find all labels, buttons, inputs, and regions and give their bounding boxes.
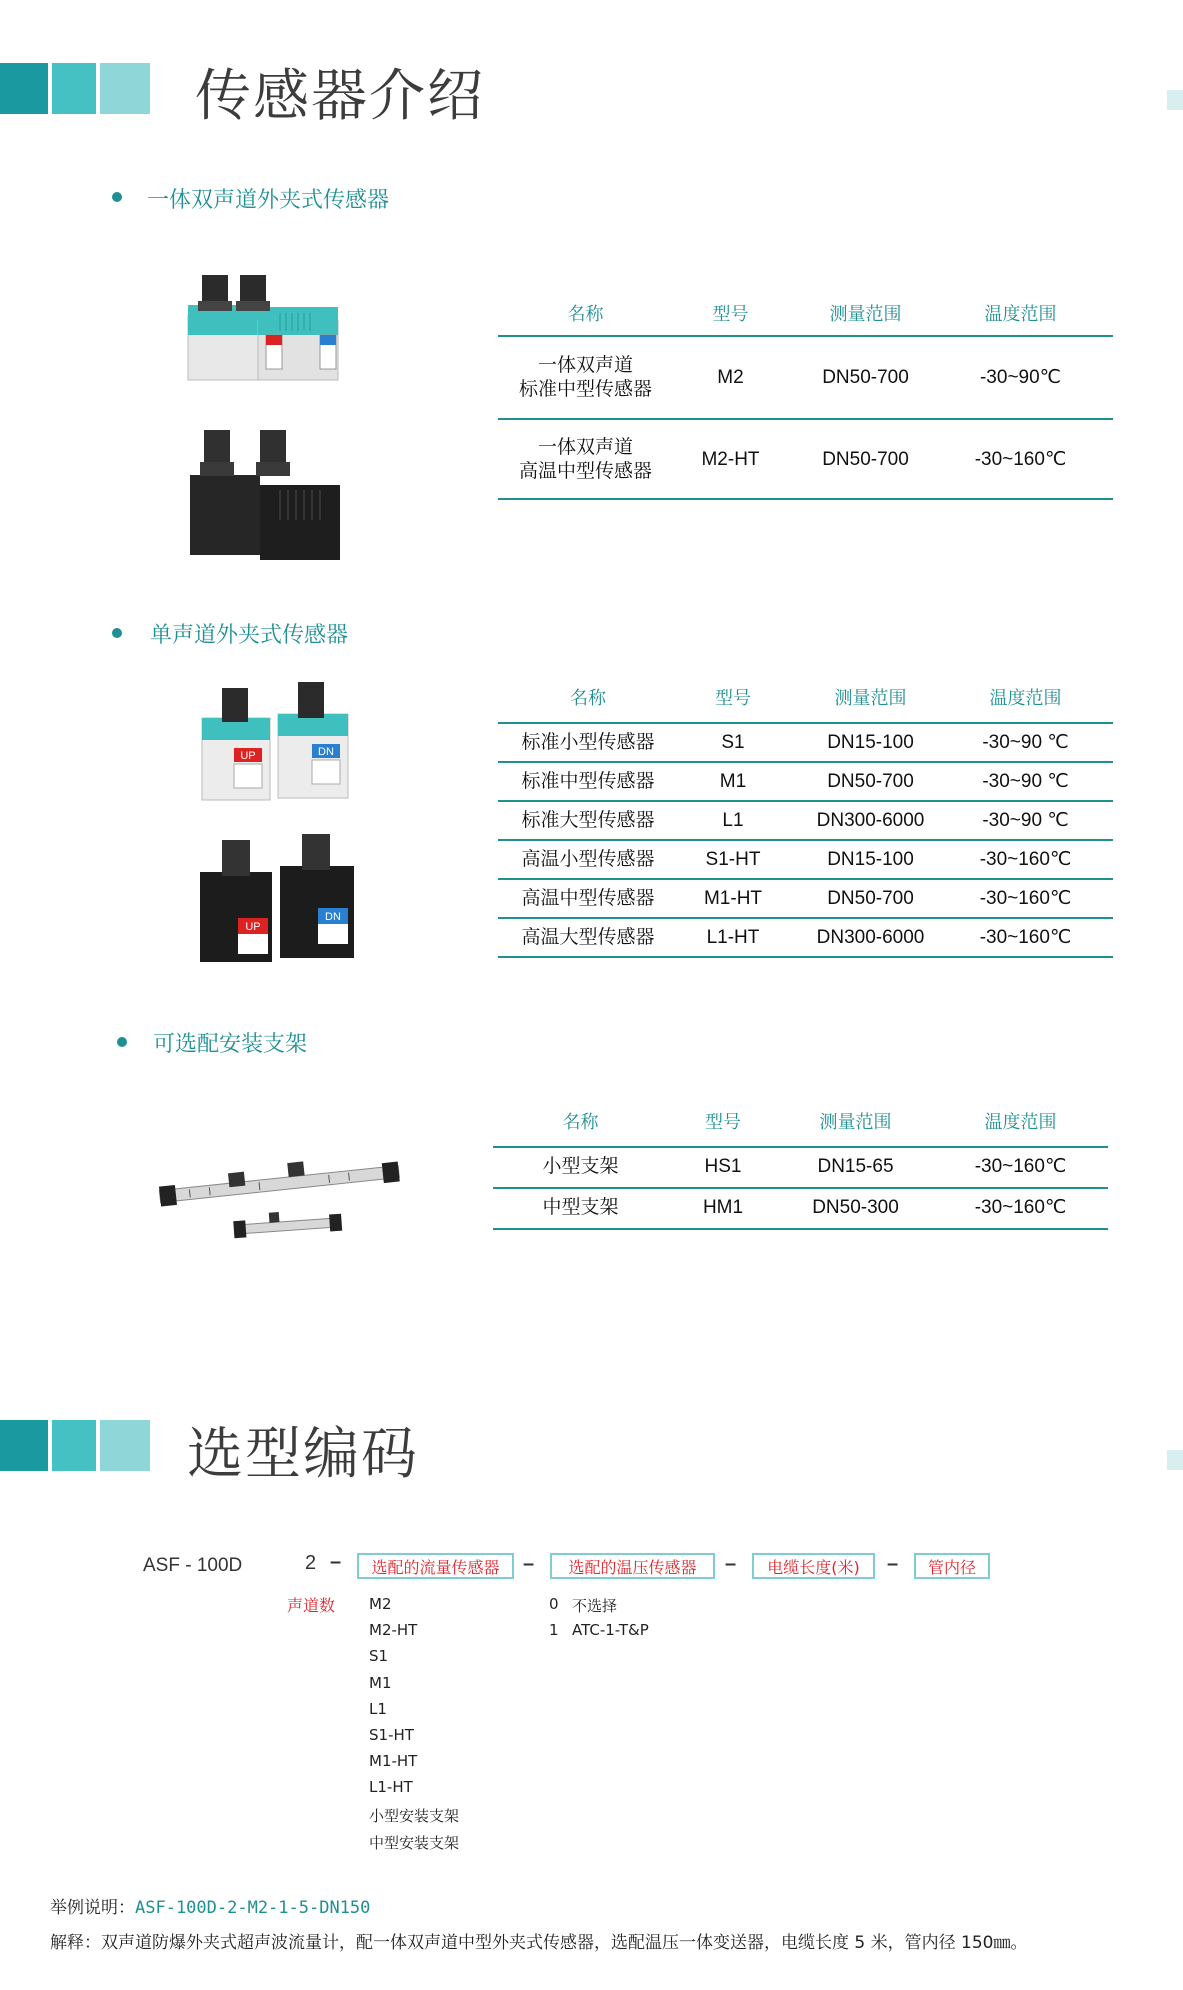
cell-model: S1-HT (705, 848, 761, 870)
cell-name: 中型支架 (542, 1197, 619, 1219)
bullet-dot (112, 192, 122, 202)
cell-name-line2: 高温中型传感器 (518, 460, 652, 482)
section-title-sensors: 传感器介绍 (195, 64, 485, 129)
code-box-cable-length: 电缆长度(米) (752, 1553, 875, 1579)
code-box-temp-sensor: 选配的温压传感器 (550, 1553, 715, 1579)
cell-model: M2-HT (701, 448, 760, 470)
list-item: S1 (369, 1647, 389, 1665)
dual-sensor-standard-image (180, 265, 350, 395)
table-row (498, 841, 1113, 878)
cell-temp: -30~160℃ (974, 448, 1067, 470)
table-row (498, 802, 1113, 839)
cell-range: DN15-100 (827, 848, 914, 870)
table-rule (498, 498, 1113, 500)
dual-sensor-hightemp-image (180, 420, 350, 570)
cell-model: S1 (721, 731, 745, 753)
cell-model: M1 (719, 770, 747, 792)
single-sensor-hightemp-image (196, 830, 366, 970)
table-rule (493, 1228, 1108, 1230)
option-code: 1 (549, 1621, 559, 1639)
cell-range: DN300-6000 (816, 926, 925, 948)
channels-label: 声道数 (287, 1596, 336, 1615)
cell-name: 高温大型传感器 (521, 926, 655, 948)
table-rule (498, 335, 1113, 337)
table-row (493, 1189, 1108, 1227)
up-label: UP (240, 750, 256, 762)
subsection-title-bracket: 可选配安装支架 (153, 1032, 308, 1057)
list-item: M2 (369, 1595, 392, 1613)
list-item: 小型安装支架 (369, 1807, 460, 1825)
code-prefix: ASF - 100D (143, 1555, 243, 1576)
col-header-name: 名称 (570, 687, 606, 709)
option-code: 0 (549, 1595, 559, 1613)
col-header-model: 型号 (705, 1111, 741, 1133)
cell-model: HS1 (704, 1156, 742, 1178)
cell-model: L1-HT (706, 926, 760, 948)
code-dash: – (330, 1551, 342, 1573)
table-rule (498, 956, 1113, 958)
col-header-temp: 温度范围 (984, 1111, 1057, 1133)
example-explanation: 解释：双声道防爆外夹式超声波流量计，配一体双声道中型外夹式传感器，选配温压一体变送器，电缆长度 5 米，管内径 150㎜。 (50, 1933, 1028, 1953)
table-row (498, 880, 1113, 917)
cell-temp: -30~90 ℃ (982, 731, 1069, 753)
bullet-dot (112, 628, 122, 638)
bullet-dot (117, 1037, 127, 1047)
decor-square (1167, 1450, 1183, 1470)
col-header-range: 测量范围 (829, 303, 902, 325)
col-header-temp: 温度范围 (984, 303, 1057, 325)
dn-label: DN (318, 746, 334, 758)
cell-name: 标准小型传感器 (521, 731, 655, 753)
code-channels: 2 (305, 1552, 317, 1574)
col-header-name: 名称 (562, 1111, 599, 1133)
cell-range: DN50-700 (827, 887, 914, 909)
example-code: ASF-100D-2-M2-1-5-DN150 (135, 1898, 371, 1918)
cell-name (498, 354, 673, 402)
cell-name: 小型支架 (542, 1156, 619, 1178)
table-header (498, 684, 1113, 714)
table-row (498, 763, 1113, 800)
cell-model: M2 (717, 366, 744, 388)
table-row (493, 1148, 1108, 1186)
subsection-title-dual: 一体双声道外夹式传感器 (147, 188, 390, 213)
table-header (498, 300, 1113, 330)
code-dash: – (725, 1553, 737, 1575)
header-bar-mid (52, 1420, 96, 1471)
single-sensor-table (498, 684, 1113, 954)
col-header-name: 名称 (567, 303, 604, 325)
cell-temp: -30~160℃ (979, 926, 1072, 948)
header-bar-light (100, 1420, 150, 1471)
cell-temp: -30~160℃ (979, 848, 1072, 870)
col-header-range: 测量范围 (834, 687, 907, 709)
dual-sensor-table (498, 290, 1113, 500)
cell-temp: -30~160℃ (979, 887, 1072, 909)
bracket-table (493, 1108, 1108, 1233)
table-row (498, 919, 1113, 956)
dn-label: DN (325, 911, 341, 923)
cell-name: 标准大型传感器 (521, 809, 655, 831)
option-label: ATC-1-T&P (572, 1621, 649, 1639)
list-item: L1-HT (369, 1778, 413, 1796)
cell-temp: -30~90℃ (979, 366, 1062, 388)
example-line (50, 1893, 370, 1918)
cell-name-line2: 标准中型传感器 (518, 378, 652, 400)
code-dash: – (887, 1553, 899, 1575)
bracket-image (150, 1150, 410, 1250)
list-item: M2-HT (369, 1621, 418, 1639)
table-row (498, 724, 1113, 761)
cell-name: 标准中型传感器 (521, 770, 655, 792)
table-row (498, 422, 1113, 497)
list-item: 中型安装支架 (369, 1834, 460, 1852)
header-bar-light (100, 63, 150, 114)
header-bar-dark (0, 1420, 48, 1471)
up-label: UP (245, 921, 261, 933)
code-box-pipe-diameter: 管内径 (914, 1553, 990, 1579)
table-row (498, 340, 1113, 415)
subsection-title-single: 单声道外夹式传感器 (150, 623, 349, 648)
col-header-model: 型号 (715, 687, 751, 709)
single-sensor-standard-image (198, 678, 358, 808)
col-header-range: 测量范围 (819, 1111, 892, 1133)
cell-temp: -30~90 ℃ (982, 770, 1069, 792)
list-item: L1 (369, 1700, 387, 1718)
cell-name: 高温中型传感器 (521, 887, 655, 909)
option-label: 不选择 (572, 1597, 618, 1615)
cell-range: DN50-300 (812, 1197, 899, 1219)
cell-name-line1: 一体双声道 (537, 354, 633, 376)
cell-model: HM1 (702, 1197, 744, 1219)
section-title-coding: 选型编码 (187, 1422, 419, 1487)
header-bar-dark (0, 63, 48, 114)
header-bar-mid (52, 63, 96, 114)
cell-name: 高温小型传感器 (521, 848, 655, 870)
cell-temp: -30~90 ℃ (982, 809, 1069, 831)
code-dash: – (523, 1553, 535, 1575)
cell-temp: -30~160℃ (974, 1197, 1067, 1219)
cell-range: DN15-65 (817, 1156, 894, 1178)
cell-range: DN50-700 (822, 448, 909, 470)
cell-name-line1: 一体双声道 (537, 436, 633, 458)
cell-range: DN50-700 (822, 366, 909, 388)
decor-square (1167, 90, 1183, 110)
table-rule (498, 418, 1113, 420)
table-header (493, 1108, 1108, 1138)
cell-name (498, 436, 673, 484)
cell-range: DN50-700 (827, 770, 914, 792)
list-item: M1 (369, 1674, 392, 1692)
cell-range: DN300-6000 (816, 809, 925, 831)
cell-model: M1-HT (703, 887, 763, 909)
cell-model: L1 (722, 809, 744, 831)
cell-temp: -30~160℃ (974, 1156, 1067, 1178)
list-item: M1-HT (369, 1752, 418, 1770)
example-label: 举例说明： (50, 1898, 135, 1918)
col-header-model: 型号 (712, 303, 749, 325)
cell-range: DN15-100 (827, 731, 914, 753)
list-item: S1-HT (369, 1726, 414, 1744)
col-header-temp: 温度范围 (989, 687, 1062, 709)
code-box-flow-sensor: 选配的流量传感器 (357, 1553, 514, 1579)
